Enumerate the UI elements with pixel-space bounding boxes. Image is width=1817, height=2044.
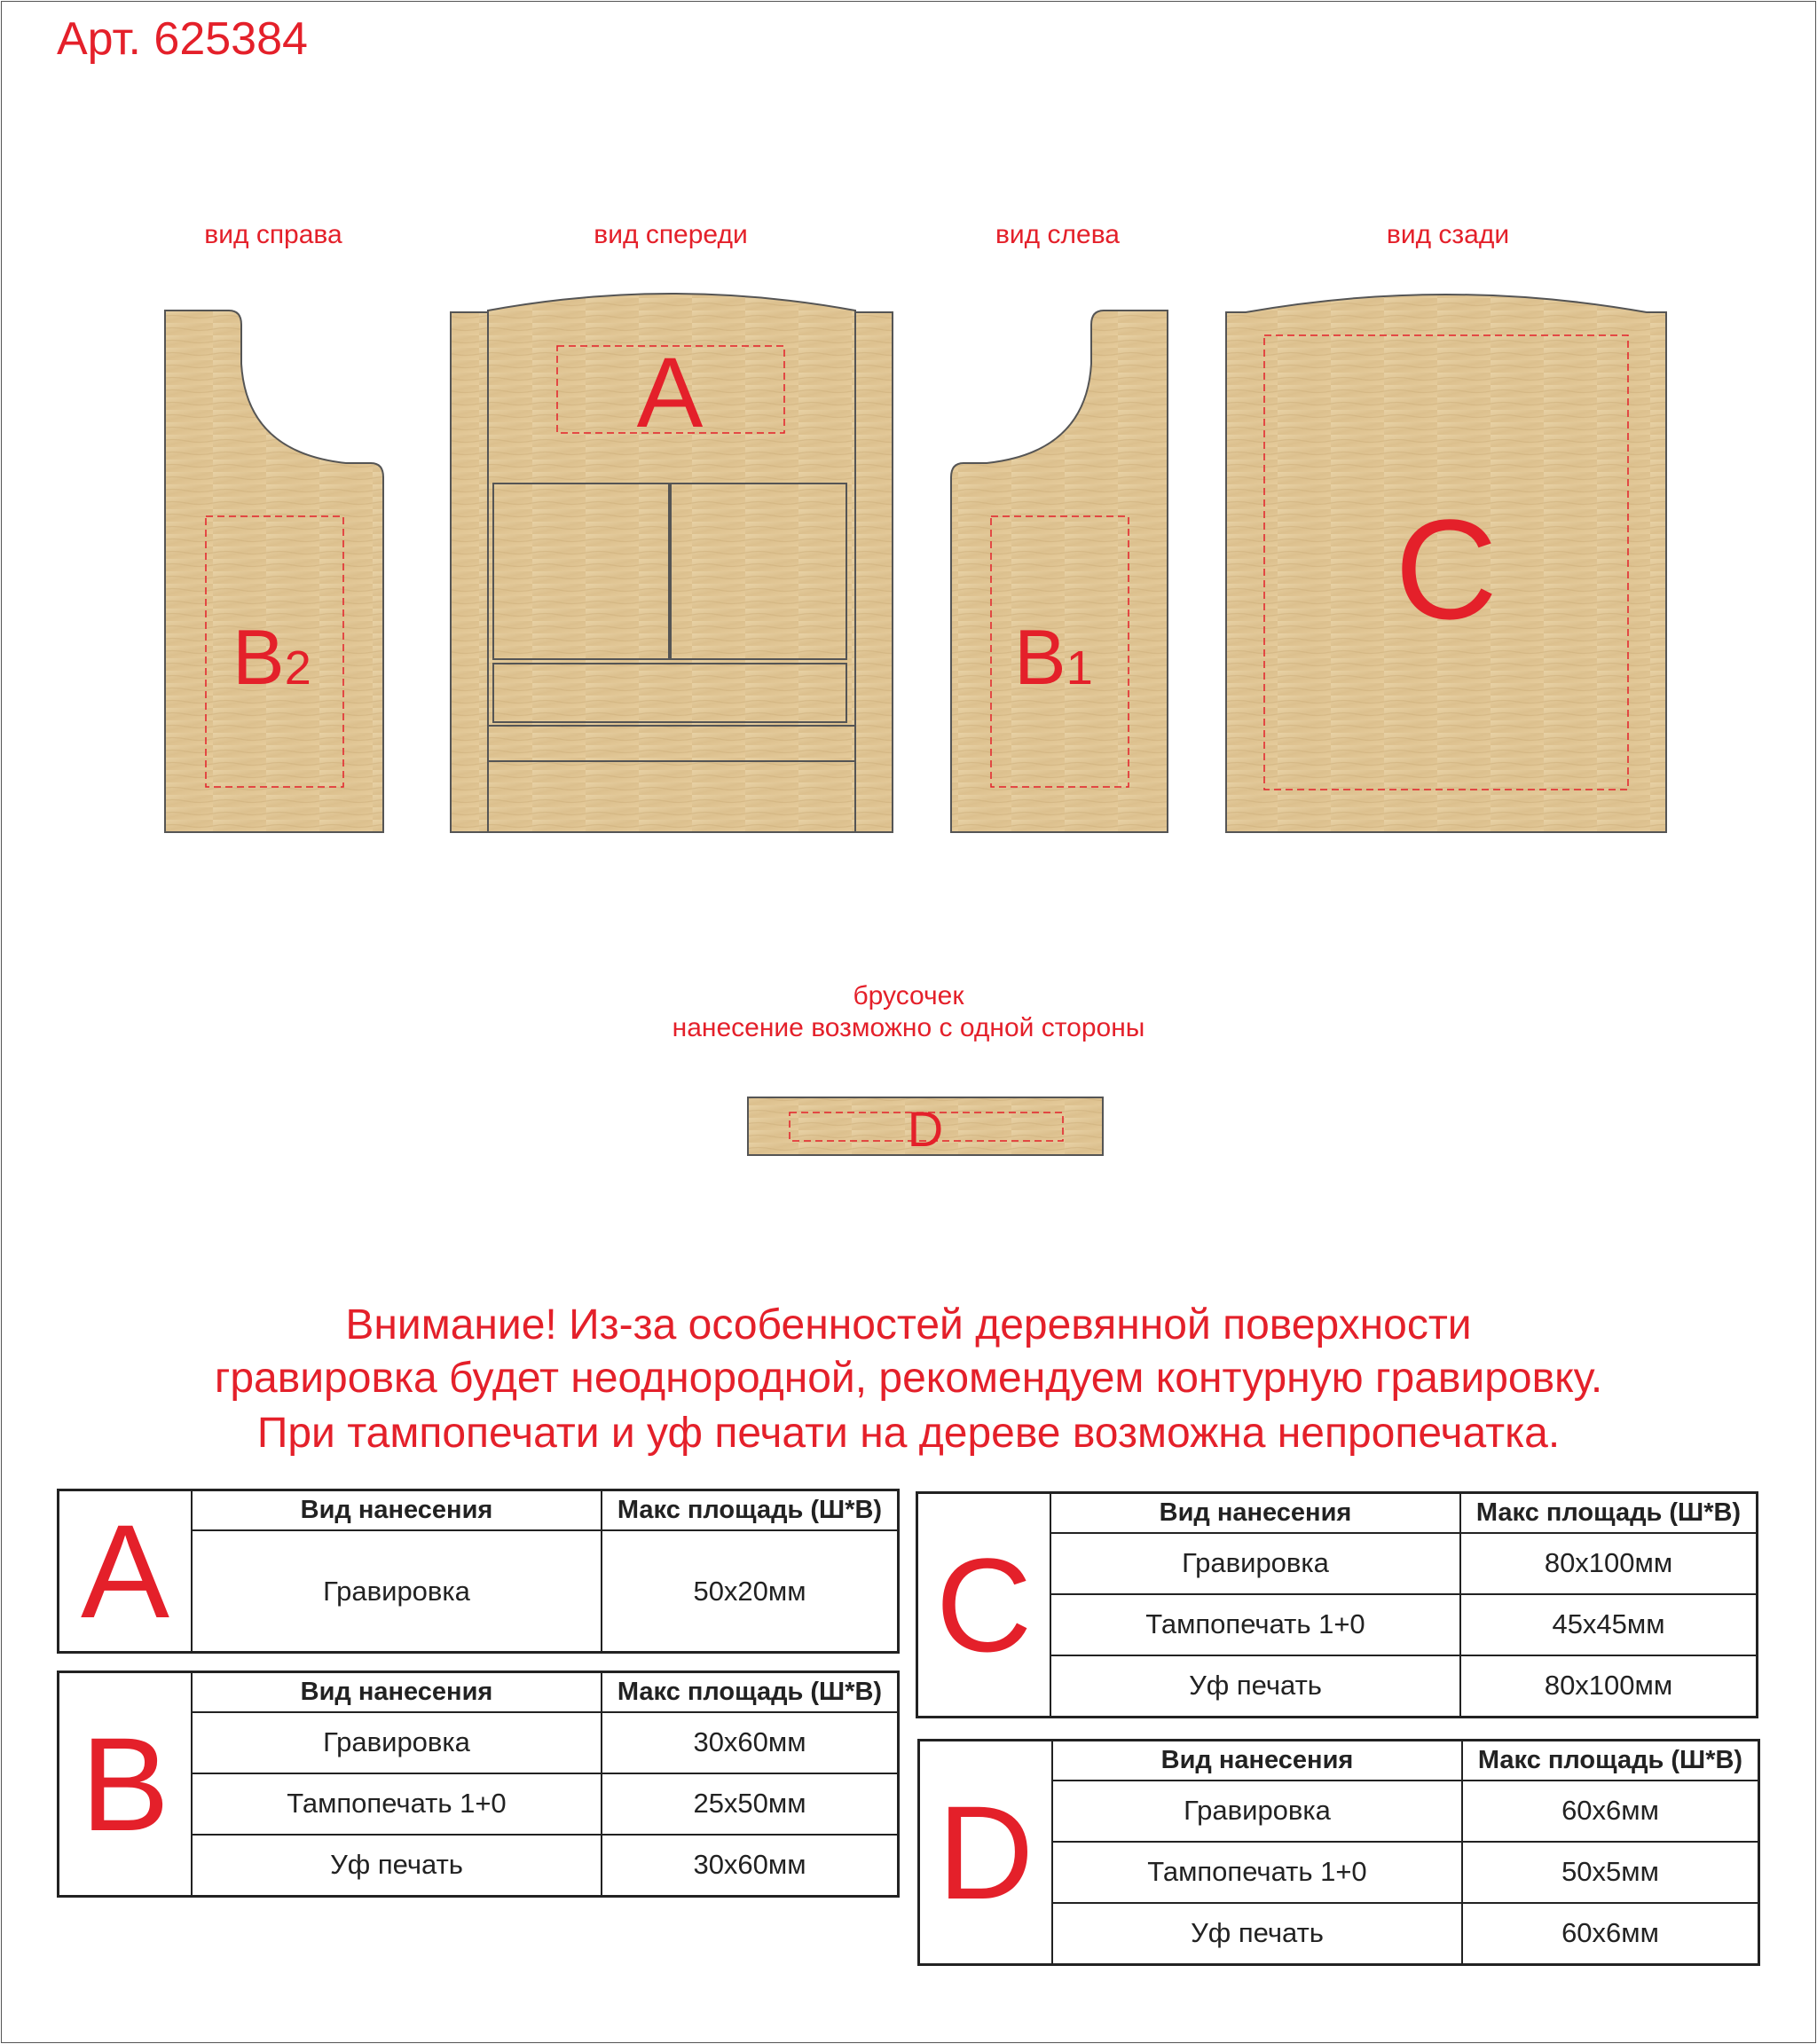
- zone-b2-letter: B: [232, 613, 285, 701]
- spec-table-b-size: 25x50мм: [602, 1773, 899, 1835]
- spec-table-a-size: 50x20мм: [602, 1530, 899, 1653]
- side-panel-left: [951, 311, 1168, 832]
- zone-c-label: C: [1395, 490, 1498, 649]
- zone-b1-index: 1: [1066, 641, 1093, 695]
- spec-table-d-method: Гравировка: [1052, 1781, 1462, 1842]
- zone-b1-letter: B: [1014, 613, 1066, 701]
- spec-table-c-method: Тампопечать 1+0: [1050, 1594, 1460, 1655]
- spec-table-d-method: Тампопечать 1+0: [1052, 1842, 1462, 1903]
- side-panel-right: [165, 311, 383, 832]
- spec-table-b: [57, 1671, 900, 1898]
- spec-table-b-method: Уф печать: [192, 1835, 602, 1897]
- warning-line-2: гравировка будет неоднородной, рекомендуем контурную гравировку.: [214, 1355, 1603, 1402]
- spec-table-c-col-method: Вид нанесения: [1050, 1493, 1460, 1534]
- view-label-right: вид справа: [204, 220, 342, 249]
- spec-table-a-letter: A: [59, 1490, 193, 1653]
- spec-table-b-size: 30x60мм: [602, 1835, 899, 1897]
- view-label-front: вид спереди: [594, 220, 748, 249]
- spec-table-c-size: 80x100мм: [1460, 1655, 1758, 1718]
- front-compartment-right: [671, 483, 846, 659]
- zone-b2-index: 2: [284, 641, 311, 695]
- spec-table-c-method: Гравировка: [1050, 1533, 1460, 1594]
- spec-table-c-col-size: Макс площадь (Ш*В): [1460, 1493, 1758, 1534]
- spec-table-d-col-size: Макс площадь (Ш*В): [1462, 1741, 1759, 1781]
- spec-table-c-size: 80x100мм: [1460, 1533, 1758, 1594]
- spec-table-c-size: 45x45мм: [1460, 1594, 1758, 1655]
- spec-table-d-size: 60x6мм: [1462, 1903, 1759, 1965]
- spec-table-c: [916, 1491, 1758, 1718]
- article-title: Арт. 625384: [57, 13, 308, 65]
- warning-line-3: При тампопечати и уф печати на дереве возможна непропечатка.: [256, 1410, 1561, 1457]
- front-drawer: [493, 664, 846, 722]
- spec-table-d-size: 60x6мм: [1462, 1781, 1759, 1842]
- spec-table-b-col-size: Макс площадь (Ш*В): [602, 1672, 899, 1713]
- spec-table-b-method: Гравировка: [192, 1712, 602, 1773]
- view-label-back: вид сзади: [1386, 220, 1510, 249]
- spec-table-d: [917, 1739, 1760, 1966]
- spec-table-d-size: 50x5мм: [1462, 1842, 1759, 1903]
- zone-b2-label: [232, 612, 311, 703]
- spec-table-c-method: Уф печать: [1050, 1655, 1460, 1718]
- spec-table-a: [57, 1489, 900, 1654]
- bar-caption-note: нанесение возможно с одной стороны: [672, 1013, 1145, 1042]
- zone-a-label: A: [636, 337, 704, 448]
- bar-caption-title: брусочек: [853, 981, 964, 1010]
- spec-table-d-letter: D: [919, 1741, 1053, 1965]
- spec-table-b-method: Тампопечать 1+0: [192, 1773, 602, 1835]
- zone-b1-label: [1014, 612, 1093, 703]
- spec-table-c-letter: C: [917, 1493, 1051, 1718]
- spec-table-d-col-method: Вид нанесения: [1052, 1741, 1462, 1781]
- spec-table-a-method: Гравировка: [192, 1530, 602, 1653]
- warning-line-1: Внимание! Из-за особенностей деревянной поверхности: [345, 1301, 1472, 1348]
- front-compartment-left: [493, 483, 669, 659]
- zone-d-label: D: [907, 1101, 944, 1157]
- spec-table-d-method: Уф печать: [1052, 1903, 1462, 1965]
- spec-table-b-col-method: Вид нанесения: [192, 1672, 602, 1713]
- spec-table-a-col-method: Вид нанесения: [192, 1490, 602, 1531]
- view-label-left: вид слева: [995, 220, 1120, 249]
- spec-table-b-size: 30x60мм: [602, 1712, 899, 1773]
- spec-table-a-col-size: Макс площадь (Ш*В): [602, 1490, 899, 1531]
- spec-table-b-letter: B: [59, 1672, 193, 1897]
